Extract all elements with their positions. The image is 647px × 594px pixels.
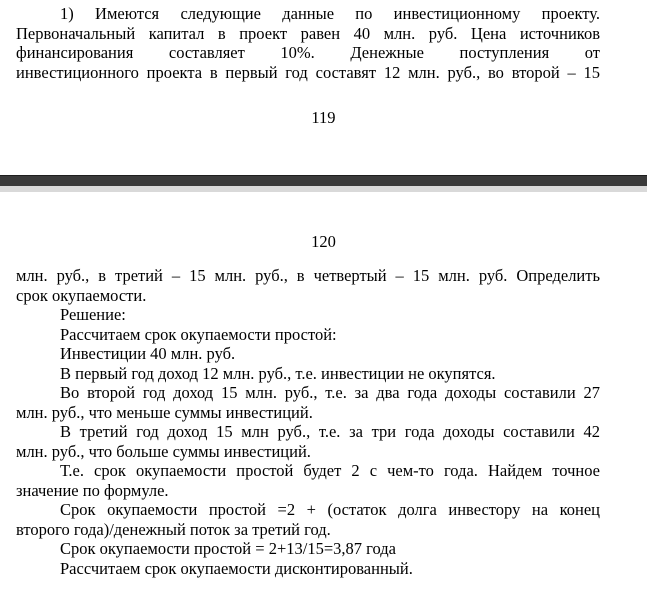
- text-line: значение по формуле.: [16, 480, 169, 500]
- text-line: финансирования составляет 10%. Денежные поступления от: [16, 43, 600, 62]
- text-line: Во второй год доход 15 млн. руб., т.е. за два года доходы составили 27: [60, 383, 600, 402]
- text-line: Рассчитаем срок окупаемости дисконтированный.: [60, 558, 413, 578]
- text-line: Решение:: [60, 305, 126, 324]
- page-number: 120: [311, 232, 336, 251]
- text-line: Рассчитаем срок окупаемости простой:: [60, 324, 337, 344]
- text-line: 1) Имеются следующие данные по инвестиционному проекту.: [60, 4, 600, 23]
- text-line: В третий год доход 15 млн руб., т.е. за три года доходы составили 42: [60, 422, 600, 441]
- text-line: млн. руб., что больше суммы инвестиций.: [16, 441, 311, 461]
- text-line: Срок окупаемости простой = 2+13/15=3,87 года: [60, 539, 396, 558]
- page-separator: [0, 175, 647, 186]
- text-line: млн. руб., что меньше суммы инвестиций.: [16, 402, 313, 422]
- page-number: 119: [311, 108, 336, 127]
- page-120: [0, 192, 647, 594]
- solution-text: [16, 266, 600, 578]
- text-line: Инвестиции 40 млн. руб.: [60, 344, 236, 363]
- text-line: срок окупаемости.: [16, 285, 147, 305]
- page-119: [0, 0, 647, 175]
- text-line: В первый год доход 12 млн. руб., т.е. инвестиции не окупятся.: [60, 363, 496, 383]
- text-line: Срок окупаемости простой =2 + (остаток долга инвестору на конец: [60, 500, 600, 519]
- text-line: Первоначальный капитал в проект равен 40 млн. руб. Цена источников: [16, 23, 600, 43]
- text-line: Т.е. срок окупаемости простой будет 2 с чем-то года. Найдем точное: [60, 461, 600, 480]
- text-line: млн. руб., в третий – 15 млн. руб., в четвертый – 15 млн. руб. Определить: [16, 266, 600, 285]
- problem-text: [16, 4, 600, 82]
- text-line: инвестиционного проекта в первый год составят 12 млн. руб., во второй – 15: [16, 62, 600, 82]
- text-line: второго года)/денежный поток за третий год.: [16, 519, 331, 539]
